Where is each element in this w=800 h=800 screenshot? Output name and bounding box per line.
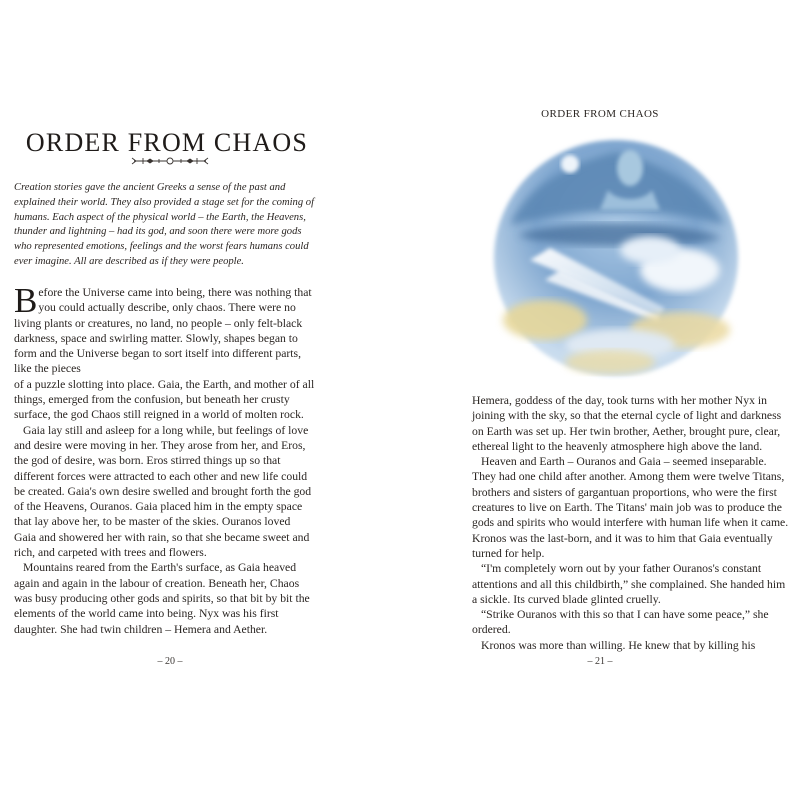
paragraph-5: Kronos was more than willing. He knew that by killing his (481, 638, 756, 652)
paragraph-3: “I'm completely worn out by your father Ouranos's constant attentions and all this childbirth,” she complained. She handed him a sickle. Its curved blade glinted cruelly. (472, 562, 786, 606)
paragraph-3: Gaia lay still and asleep for a long while, but feelings of love and desire were moving in her. They arose from her, and Eros, the god of desire, was born. Eros stirred things up so that different forces were attracted to each other and new life could be created. Gaia's own desire swelled and brought forth the god of the Heavens, Ouranos. Gaia placed him in the empty space that lay above her, to be master of the skies. Ouranos loved (14, 423, 312, 529)
chapter-title: ORDER FROM CHAOS (25, 128, 309, 157)
paragraph-1-text: efore the Universe came into being, there was nothing that you could actually describe, only chaos. There were no living plants or creatures, no land, no people – only felt-black darkness, space and swirling matter. Slowly, shapes began to form and the Universe began to sort itself into different parts, like the pieces (14, 286, 312, 376)
paragraph-5: Mountains reared from the Earth's surface, as Gaia heaved again and again in the labour of creation. Beneath her, Chaos was busy producing other gods and spirits, so that bit by bit the elements of the world came into being. Nyx was his first daughter. She had twin children – Hemera and Aether. (14, 561, 310, 636)
page-number-right: – 21 – (587, 656, 613, 667)
paragraph-1 (14, 281, 320, 377)
paragraph-2: of a puzzle slotting into place. Gaia, the Earth, and mother of all things, emerged from the confusion, but beneath her crusty surface, the god Chaos still reigned in a world of molten rock. (14, 377, 315, 422)
chapter-intro: Creation stories gave the ancient Greeks a sense of the past and explained their world. They also provided a stage set for the coming of humans. Each aspect of the physical world – the Earth, the Heavens, thunder and lightning – had its god, and soon there were more gods who represented emotions, feelings and the worst fears humans could ever imagine. All are described as if they were people. (14, 182, 315, 267)
paragraph-1: Hemera, goddess of the day, took turns with her mother Nyx in joining with the sky, so that the eternal cycle of light and darkness on Earth was set up. Her twin brother, Aether, brought pure, clear, ethereal light to the heavenly atmosphere high above the land. (472, 394, 782, 453)
drop-cap: B (14, 281, 38, 320)
goddess-illustration (490, 130, 742, 380)
page-number-left: – 20 – (157, 656, 183, 667)
ornament-divider-icon (130, 155, 210, 167)
right-body-text (472, 393, 790, 653)
paragraph-2: Heaven and Earth – Ouranos and Gaia – seemed inseparable. They had one child after another. Among them were twelve Titans, brothers and sisters of gargantuan proportions, who were the first creatures to live on Earth. The Titans' main job was to produce the gods and spirits who would interfere with human life when it came. Kronos was the last-born, and it was to him that Gaia eventually turned for help. (472, 455, 789, 560)
paragraph-4: Gaia and showered her with rain, so that she became sweet and rich, and carpeted with trees and flowers. (14, 530, 310, 560)
paragraph-4: “Strike Ouranos with this so that I can have some peace,” she ordered. (472, 608, 769, 637)
running-head: ORDER FROM CHAOS (541, 108, 659, 120)
right-page (400, 0, 800, 800)
left-body-text (14, 281, 320, 637)
